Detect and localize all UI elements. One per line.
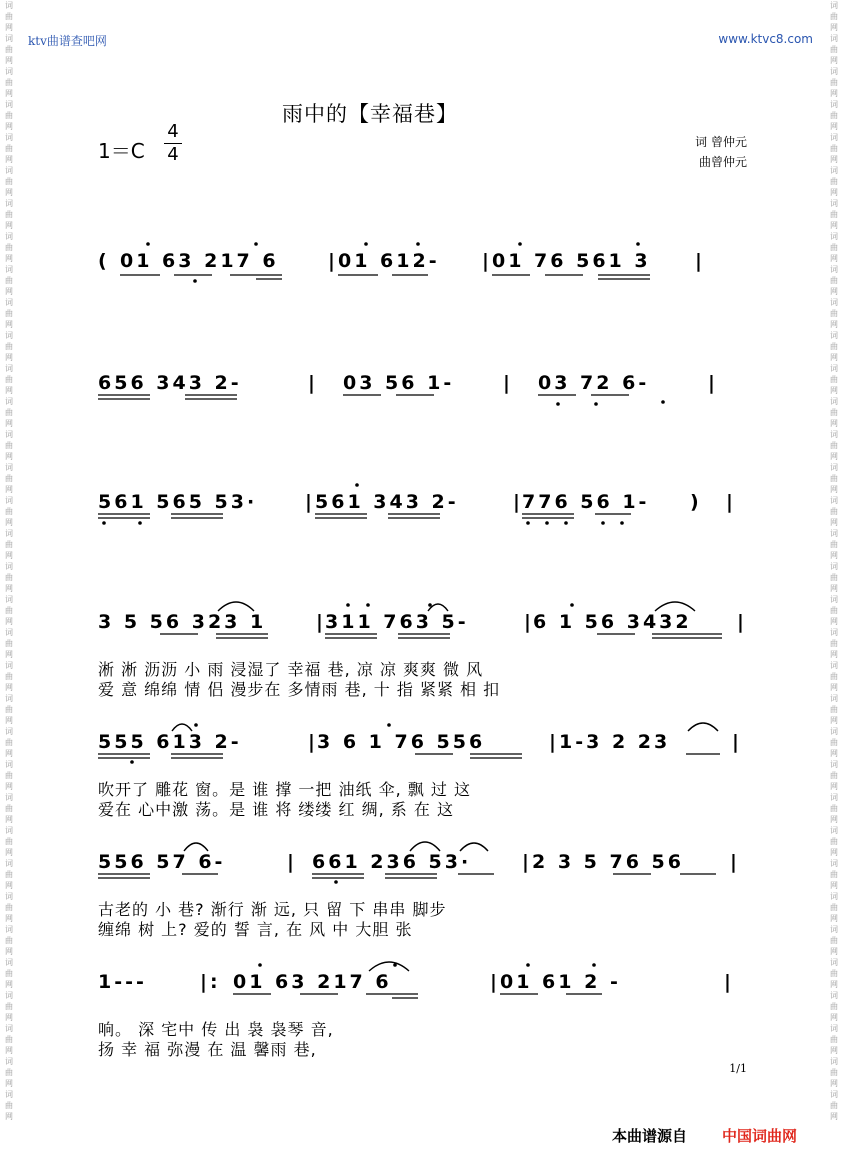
margin-watermark-text: 词曲网 xyxy=(5,793,13,824)
margin-watermark-text: 词曲网 xyxy=(5,133,13,164)
margin-watermark-text: 词曲网 xyxy=(5,298,13,329)
margin-watermark-text: 词曲网 xyxy=(830,430,838,461)
song-title: 雨中的【幸福巷】 xyxy=(282,102,458,126)
score-segment: |: xyxy=(200,971,221,993)
score-segment: | xyxy=(695,250,705,272)
margin-watermark-text: 词曲网 xyxy=(5,562,13,593)
score-segment: | xyxy=(549,731,559,753)
score-segment: ) xyxy=(690,491,702,513)
margin-watermark-text: 词曲网 xyxy=(5,232,13,263)
margin-watermark-text: 词曲网 xyxy=(5,958,13,989)
margin-watermark-text: 词曲网 xyxy=(5,628,13,659)
margin-watermark-text: 词曲网 xyxy=(5,991,13,1022)
margin-watermark-text: 词曲网 xyxy=(830,397,838,428)
margin-watermark-text: 词曲网 xyxy=(830,133,838,164)
margin-watermark-text: 词曲网 xyxy=(830,562,838,593)
margin-watermark-text: 词曲网 xyxy=(830,595,838,626)
key-signature: 1＝C xyxy=(98,139,145,163)
score-segment: 311 763 5- xyxy=(325,611,469,633)
score-segment: | xyxy=(724,971,734,993)
score-segment: | xyxy=(524,611,534,633)
lyricist-credit: 词 曾仲元 xyxy=(695,135,747,149)
score-segment: | xyxy=(503,372,513,394)
margin-watermark-text: 词曲网 xyxy=(830,67,838,98)
score-segment: 561 565 53· xyxy=(98,491,258,513)
margin-watermark-text: 词曲网 xyxy=(830,496,838,527)
time-signature-bottom: 4 xyxy=(167,144,179,165)
margin-watermark-text: 词曲网 xyxy=(830,859,838,890)
margin-watermark-text: 词曲网 xyxy=(830,892,838,923)
margin-watermark-text: 词曲网 xyxy=(830,232,838,263)
margin-watermark-text: 词曲网 xyxy=(5,1090,13,1121)
score-segment: 01 76 561 3 xyxy=(492,250,651,272)
margin-watermark-text: 词曲网 xyxy=(830,1090,838,1121)
margin-watermark-text: 词曲网 xyxy=(5,727,13,758)
margin-watermark-text: 词曲网 xyxy=(830,661,838,692)
margin-watermark-text: 词曲网 xyxy=(5,166,13,197)
margin-watermark-text: 词曲网 xyxy=(5,463,13,494)
score-segment: 776 56 1- xyxy=(522,491,650,513)
score-segment: | xyxy=(308,731,318,753)
margin-watermark-text: 词曲网 xyxy=(5,925,13,956)
score-segment: 6 1 56 3432 xyxy=(533,611,692,633)
score-segment: 01 612- xyxy=(338,250,440,272)
lyric-line: 缠绵 树 上? 爱的 誓 言, 在 风 中 大胆 张 xyxy=(98,920,413,939)
margin-watermark-text: 词曲网 xyxy=(830,298,838,329)
lyric-line: 淅 淅 沥沥 小 雨 浸湿了 幸福 巷, 凉 凉 爽爽 微 风 xyxy=(98,660,484,679)
footer-source-site[interactable]: 中国词曲网 xyxy=(722,1127,798,1145)
score-segment: 03 72 6- xyxy=(538,372,650,394)
margin-watermark-text: 词曲网 xyxy=(5,892,13,923)
score-segment: 2 3 5 76 56 xyxy=(532,851,685,873)
margin-watermark-text: 词曲网 xyxy=(5,595,13,626)
margin-watermark-text: 词曲网 xyxy=(5,661,13,692)
composer-credit: 曲曾仲元 xyxy=(698,155,747,169)
lyric-line: 扬 幸 福 弥漫 在 温 馨雨 巷, xyxy=(98,1040,317,1059)
time-signature-top: 4 xyxy=(164,121,182,144)
score-segment: 1-3 2 23 xyxy=(559,731,671,753)
score-segment: 01 63 217 6 xyxy=(120,250,279,272)
margin-watermark-text: 词曲网 xyxy=(5,430,13,461)
margin-watermark-text: 词曲网 xyxy=(830,694,838,725)
margin-watermark-text: 词曲网 xyxy=(5,67,13,98)
score-segment: | xyxy=(732,731,742,753)
lyric-line: 吹开了 雕花 窗。是 谁 撑 一把 油纸 伞, 飘 过 这 xyxy=(98,780,471,799)
margin-watermark-text: 词曲网 xyxy=(5,199,13,230)
score-segment: | xyxy=(328,250,338,272)
score-segment: | xyxy=(482,250,492,272)
margin-watermark-text: 词曲网 xyxy=(5,364,13,395)
margin-watermark-text: 词曲网 xyxy=(5,100,13,131)
score-segment: | xyxy=(287,851,297,873)
score-segment: 01 63 217 6 xyxy=(233,971,392,993)
margin-watermark-text: 词曲网 xyxy=(830,628,838,659)
margin-watermark-text: 词曲网 xyxy=(5,331,13,362)
score-segment: | xyxy=(316,611,326,633)
score-segment: 661 236 53· xyxy=(312,851,472,873)
margin-watermark-text: 词曲网 xyxy=(5,397,13,428)
score-segment: | xyxy=(513,491,523,513)
lyric-line: 响。 深 宅中 传 出 袅 袅琴 音, xyxy=(98,1020,334,1039)
score-segment: | xyxy=(305,491,315,513)
margin-watermark-text: 词曲网 xyxy=(830,925,838,956)
margin-watermark-text: 词曲网 xyxy=(830,1,838,32)
margin-watermark-text: 词曲网 xyxy=(830,529,838,560)
margin-watermark-text: 词曲网 xyxy=(830,463,838,494)
margin-watermark-text: 词曲网 xyxy=(5,859,13,890)
page-number: 1/1 xyxy=(729,1062,747,1075)
margin-watermark-text: 词曲网 xyxy=(5,826,13,857)
margin-watermark-text: 词曲网 xyxy=(5,1,13,32)
score-segment: | xyxy=(737,611,747,633)
score-segment: 656 343 2- xyxy=(98,372,242,394)
margin-watermark-text: 词曲网 xyxy=(5,1057,13,1088)
margin-watermark-text: 词曲网 xyxy=(5,34,13,65)
margin-watermark-text: 词曲网 xyxy=(830,727,838,758)
margin-watermark-text: 词曲网 xyxy=(830,1024,838,1055)
margin-watermark-text: 词曲网 xyxy=(830,364,838,395)
margin-watermark-text: 词曲网 xyxy=(830,760,838,791)
margin-watermark-text: 词曲网 xyxy=(830,826,838,857)
margin-watermark-text: 词曲网 xyxy=(830,166,838,197)
score-segment: 561 343 2- xyxy=(315,491,459,513)
margin-watermark-text: 词曲网 xyxy=(830,1057,838,1088)
margin-watermark-text: 词曲网 xyxy=(830,958,838,989)
score-segment: | xyxy=(730,851,740,873)
margin-watermark-text: 词曲网 xyxy=(830,199,838,230)
score-segment: | xyxy=(308,372,318,394)
header-left-site[interactable]: ktv曲谱查吧网 xyxy=(28,34,107,48)
score-segment: 3 5 56 323 1 xyxy=(98,611,267,633)
margin-watermark-text: 词曲网 xyxy=(5,529,13,560)
header-right-site[interactable]: www.ktvc8.com xyxy=(718,32,813,46)
score-segment: 556 57 6- xyxy=(98,851,226,873)
footer-source-label: 本曲谱源自 xyxy=(612,1127,688,1145)
margin-watermark-text: 词曲网 xyxy=(5,694,13,725)
margin-watermark-text: 词曲网 xyxy=(5,1024,13,1055)
margin-watermark-text: 词曲网 xyxy=(830,793,838,824)
margin-watermark-text: 词曲网 xyxy=(830,34,838,65)
score-segment: | xyxy=(708,372,718,394)
margin-watermark-text: 词曲网 xyxy=(830,331,838,362)
score-segment: 01 61 2 - xyxy=(500,971,621,993)
score-segment: | xyxy=(490,971,500,993)
score-segment: | xyxy=(726,491,736,513)
lyric-line: 古老的 小 巷? 渐行 渐 远, 只 留 下 串串 脚步 xyxy=(98,900,447,919)
score-segment: 1--- xyxy=(98,971,147,993)
margin-watermark-text: 词曲网 xyxy=(5,265,13,296)
score-segment: ( xyxy=(98,250,110,272)
score-segment: | xyxy=(522,851,532,873)
margin-watermark-text: 词曲网 xyxy=(830,100,838,131)
score-segment: 03 56 1- xyxy=(343,372,455,394)
margin-watermark-text: 词曲网 xyxy=(5,760,13,791)
score-segment: 555 613 2- xyxy=(98,731,242,753)
lyric-line: 爱在 心中激 荡。是 谁 将 缕缕 红 绸, 系 在 这 xyxy=(98,800,454,819)
margin-watermark-text: 词曲网 xyxy=(5,496,13,527)
lyric-line: 爱 意 绵绵 情 侣 漫步在 多情雨 巷, 十 指 紧紧 相 扣 xyxy=(98,680,501,699)
margin-watermark-text: 词曲网 xyxy=(830,991,838,1022)
score-segment: 3 6 1 76 556 xyxy=(317,731,486,753)
margin-watermark-text: 词曲网 xyxy=(830,265,838,296)
